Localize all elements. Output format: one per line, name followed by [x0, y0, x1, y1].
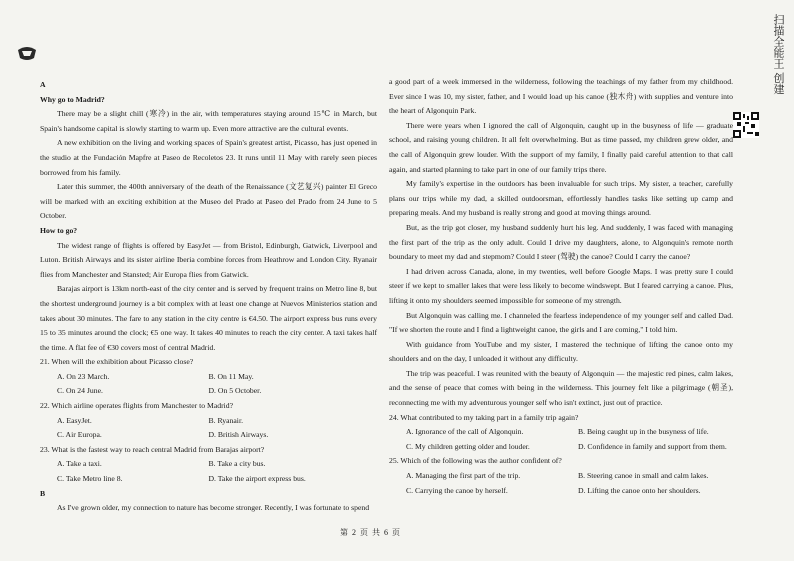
- section-b-heading: B: [40, 488, 46, 498]
- question-21-options: [40, 370, 377, 399]
- option: C. On 24 June.: [57, 386, 103, 396]
- paragraph: Later this summer, the 400th anniversary of the death of the Renaissance (文艺复兴) painter El Greco will be marked with an exciting exhibition at the Museo del Prado at Paseo del Prado from 24 June to 5 October.: [40, 182, 377, 221]
- paragraph: I had driven across Canada, alone, in my twenties, well before Google Maps. I was pretty sure I could steer if we kept to smaller lakes that were less likely to become windswept. But I feared carrying a canoe. Plus, lifting it onto my shoulders seemed impossible for someone of my strength.: [389, 266, 733, 305]
- paragraph: The widest range of flights is offered by EasyJet — from Bristol, Edinburgh, Gatwick, Liverpool and Luton. British Airways and its sister airline Iberia combine forces from Heathrow and London City. Ryanair flies from Manchester and Stansted; Air Europa flies from Gatwick.: [40, 240, 377, 279]
- question-22-options: [40, 414, 377, 443]
- option: C. Air Europa.: [57, 430, 102, 440]
- right-column: [389, 75, 733, 498]
- option: B. Being caught up in the busyness of life.: [578, 427, 709, 437]
- paragraph: With guidance from YouTube and my sister, I mastered the technique of lifting the canoe onto my shoulders and on the day, I unloaded it without any difficulty.: [389, 339, 733, 364]
- question-24: 24. What contributed to my taking part in a family trip again?: [389, 412, 579, 422]
- paragraph: There may be a slight chill (寒冷) in the air, with temperatures staying around 15℃ in March, but Spain's handsome capital is slowly starting to warm up. Even more attractive are the cultural events.: [40, 109, 377, 133]
- option: D. Take the airport express bus.: [208, 474, 306, 484]
- option: A. Ignorance of the call of Algonquin.: [406, 427, 524, 437]
- option: D. Lifting the canoe onto her shoulders.: [578, 485, 701, 495]
- option: C. Take Metro line 8.: [57, 474, 123, 484]
- heading-why-madrid: Why go to Madrid?: [40, 94, 105, 104]
- heading-how-to-go: How to go?: [40, 225, 78, 235]
- question-23-options: [40, 457, 377, 486]
- paragraph: There were years when I ignored the call of Algonquin, caught up in the busyness of life — graduate school, and raising young children. It all felt overwhelming. But as time passed, my children grew older, and the call of Algonquin grew louder. With the support of my family, I finally paid careful attention to that call again, and started planning to take part in one of our family trips there.: [389, 120, 733, 174]
- question-25-options: [389, 469, 733, 498]
- question-24-options: [389, 425, 733, 454]
- option: B. Steering canoe in small and calm lakes.: [578, 471, 709, 481]
- option: D. Confidence in family and support from them.: [578, 441, 727, 451]
- paragraph: But Algonquin was calling me. I channeled the fearless independence of my younger self and called Dad. "If we shorten the route and I find a lightweight canoe, the girls and I are coming," I told him.: [389, 310, 733, 335]
- option: A. Managing the first part of the trip.: [406, 471, 521, 481]
- option: B. Ryanair.: [208, 415, 243, 425]
- option: A. EasyJet.: [57, 415, 92, 425]
- option: B. Take a city bus.: [208, 459, 266, 469]
- option: A. On 23 March.: [57, 371, 110, 381]
- question-21: 21. When will the exhibition about Picasso close?: [40, 357, 194, 367]
- paragraph: As I've grown older, my connection to nature has become stronger. Recently, I was fortunate to spend: [57, 503, 370, 513]
- section-a-heading: A: [40, 80, 46, 89]
- question-22: 22. Which airline operates flights from Manchester to Madrid?: [40, 401, 234, 411]
- scanner-watermark: 扫描全能王 创建: [772, 14, 785, 95]
- question-23: 23. What is the fastest way to reach central Madrid from Barajas airport?: [40, 444, 265, 454]
- option: B. On 11 May.: [208, 371, 254, 381]
- option: C. My children getting older and louder.: [406, 441, 530, 451]
- option: C. Carrying the canoe by herself.: [406, 485, 508, 495]
- paragraph: My family's expertise in the outdoors has been invaluable for such trips. My sister, a teacher, carefully plans our trips while my dad, a skilled outdoorsman, effortlessly handles tasks like setting up camp and preparing meals. And my husband is really strong and good at moving things around.: [389, 179, 733, 218]
- question-25: 25. Which of the following was the author confident of?: [389, 456, 562, 466]
- school-crest-icon: [16, 44, 38, 62]
- left-column: [40, 78, 377, 516]
- paragraph: A new exhibition on the living and working spaces of Spain's greatest artist, Picasso, has just opened in the studio at the Fundación Mapfre at Paseo de Recoletos 23. It runs until 11 May with rarely seen pieces borrowed from his family.: [40, 138, 377, 177]
- page-number: 第 2 页 共 6 页: [340, 528, 401, 537]
- option: A. Take a taxi.: [57, 459, 102, 469]
- paragraph: Barajas airport is 13km north-east of the city center and is served by frequent trains on Metro line 8, but the shortest underground journey is a bit complex with at least one change at Nuevos Ministerios station and takes about 30 minutes. The fare to any station in the city centre is €4.50. The airport express bus runs every 15 to 35 minutes around the clock; €5 one way. It takes 40 minutes to reach the city center. A taxi takes half the time. A flat fee of €30 covers most of central Madrid.: [40, 284, 377, 352]
- option: D. British Airways.: [208, 430, 269, 440]
- paragraph: The trip was peaceful. I was reunited with the beauty of Algonquin — the majestic red pines, calm lakes, and the sense of peace that comes with being in the wilderness. This journey felt like a pilgrimage (朝圣), reconnecting me with my adventurous younger self who isn't extinct, just out of practice.: [389, 368, 733, 408]
- qr-code-icon: [733, 112, 759, 138]
- option: D. On 5 October.: [208, 386, 262, 396]
- paragraph: But, as the trip got closer, my husband suddenly hurt his leg. And suddenly, I was faced with managing the first part of the trip as the only adult. Could I drive my daughters, alone, to Algonquin's remote north boundary to meet my dad and stepmom? Could I steer (驾驶) the canoe? Could I carry the canoe?: [389, 222, 733, 262]
- paragraph: a good part of a week immersed in the wilderness, following the teachings of my father from my childhood. Ever since I was 10, my sister, father, and I would load up his canoe (独木舟) with supplies and venture into the heart of Algonquin Park.: [389, 77, 733, 116]
